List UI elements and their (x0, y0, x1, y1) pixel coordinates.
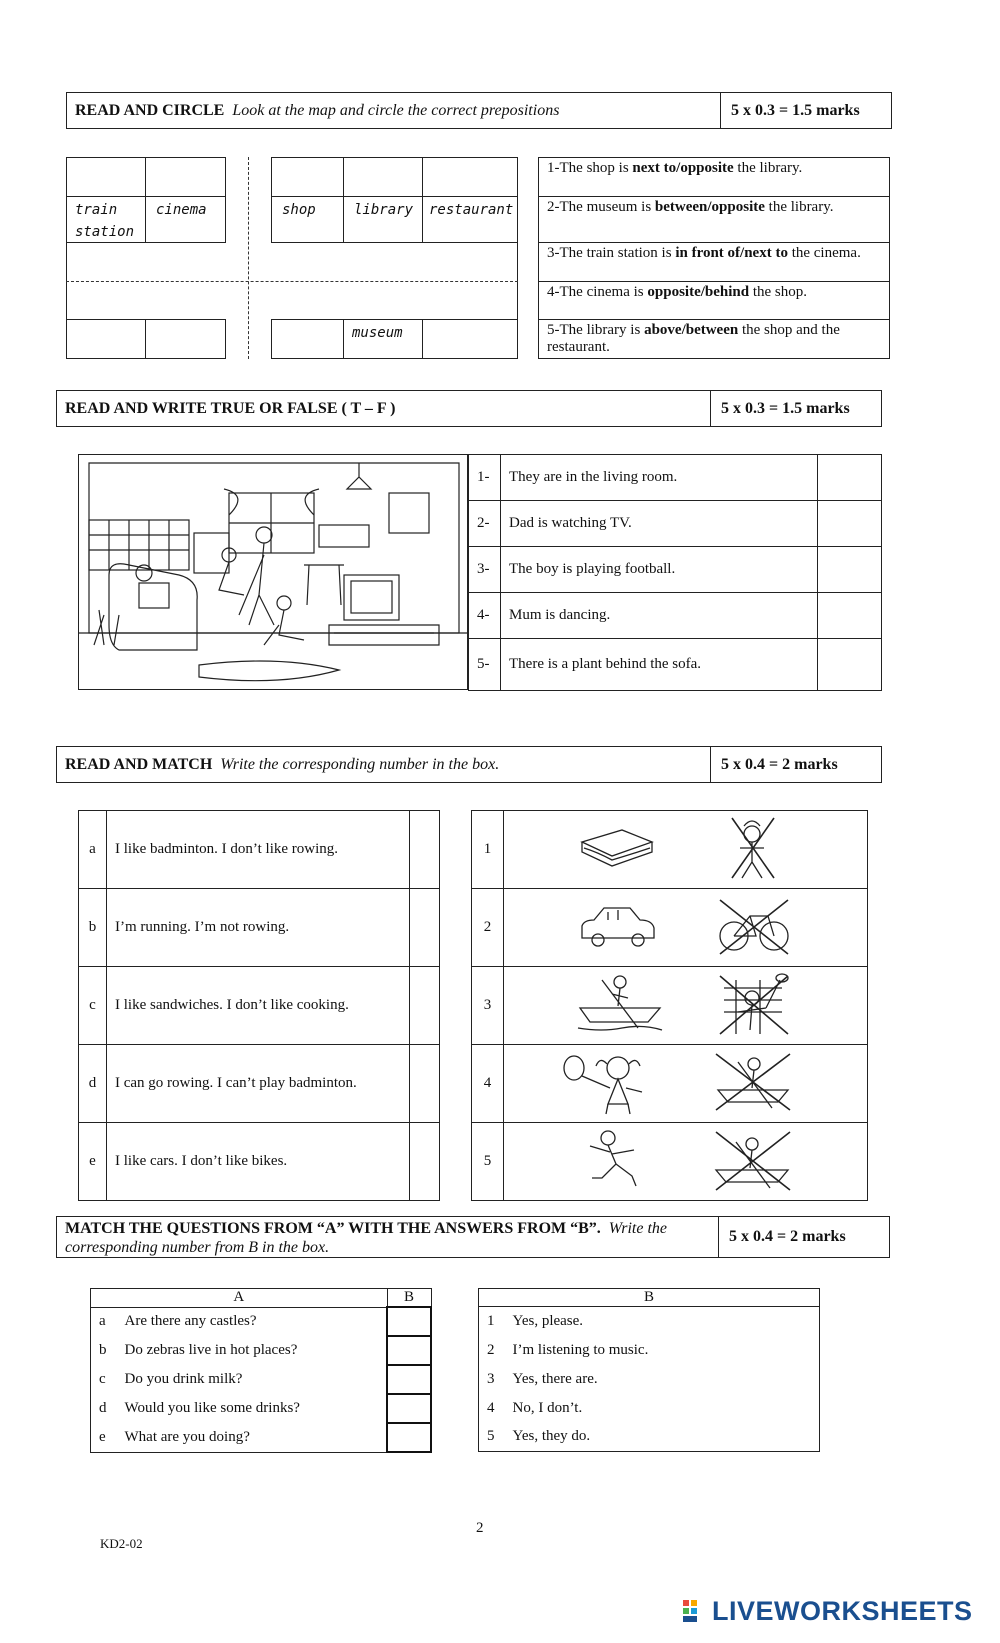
picture-cell (504, 967, 868, 1045)
match-answer-box[interactable] (410, 967, 440, 1045)
table-row (469, 547, 882, 593)
table-row (479, 1336, 820, 1365)
picture-cell (504, 811, 868, 889)
table-row (469, 501, 882, 547)
chef-crossed-icon (732, 818, 774, 878)
table-row (79, 811, 440, 889)
question-letter: e (91, 1423, 117, 1452)
car-icon (582, 908, 654, 946)
match-letter: d (79, 1045, 107, 1123)
map-block-bl-2 (145, 319, 226, 359)
map-library: library (343, 196, 423, 243)
section2-marks: 5 x 0.3 = 1.5 marks (710, 391, 881, 426)
rowing-boat-icon (578, 976, 662, 1030)
table-row (91, 1336, 432, 1365)
question-text: Do zebras live in hot places? (124, 1342, 298, 1358)
map-block-tr-3 (422, 157, 518, 197)
true-false-table (468, 454, 882, 691)
picture-cell (504, 1123, 868, 1201)
tf-answer-box[interactable] (818, 547, 882, 593)
tf-num: 4- (469, 593, 501, 639)
table-row (469, 455, 882, 501)
map-block-br-1 (271, 319, 344, 359)
section1-instruction: Look at the map and circle the correct prepositions (232, 101, 560, 119)
section3-instruction: Write the corresponding number in the box. (220, 755, 500, 773)
match-text: I like cars. I don’t like bikes. (107, 1123, 410, 1201)
picture-num: 4 (472, 1045, 504, 1123)
table-row (472, 967, 868, 1045)
picture-num: 2 (472, 889, 504, 967)
page-number: 2 (476, 1520, 484, 1536)
answer-num: 2 (479, 1336, 505, 1365)
answers-header: B (479, 1289, 820, 1307)
living-room-picture (78, 454, 468, 690)
section2-header (56, 390, 882, 427)
answer-text: No, I don’t. (505, 1394, 820, 1423)
match-pictures-table (471, 810, 868, 1201)
table-row (469, 593, 882, 639)
table-row (472, 811, 868, 889)
match-answer-box[interactable] (410, 889, 440, 967)
match-answer-box[interactable] (410, 1123, 440, 1201)
table-row (79, 967, 440, 1045)
question-text: Do you drink milk? (124, 1371, 243, 1387)
col-b-header: B (387, 1289, 431, 1308)
table-row (479, 1394, 820, 1423)
document-code: KD2-02 (100, 1536, 143, 1551)
section3-header-left (57, 747, 710, 782)
question-letter: b (91, 1336, 117, 1365)
table-row (79, 889, 440, 967)
sentence-1[interactable]: 1-The shop is next to/opposite the library. (538, 157, 890, 197)
tf-answer-box[interactable] (818, 639, 882, 691)
answer-num: 4 (479, 1394, 505, 1423)
map-museum: museum (343, 319, 423, 359)
table-row (91, 1423, 432, 1452)
match-letter: e (79, 1123, 107, 1201)
section3-marks: 5 x 0.4 = 2 marks (710, 747, 881, 782)
tf-text: The boy is playing football. (501, 547, 818, 593)
tf-num: 3- (469, 547, 501, 593)
runner-icon (590, 1131, 636, 1186)
badminton-crossed-icon (720, 974, 788, 1034)
answer-num: 1 (479, 1307, 505, 1336)
tf-answer-box[interactable] (818, 501, 882, 547)
section4-header (56, 1216, 890, 1258)
sandwich-icon (582, 830, 652, 866)
map-block-tr-1 (271, 157, 344, 197)
map-road-dashes-v (248, 157, 249, 359)
map (66, 157, 518, 359)
table-row (79, 1045, 440, 1123)
table-row (91, 1365, 432, 1394)
living-room-drawing (79, 455, 467, 689)
table-row (479, 1423, 820, 1452)
sentence-3[interactable]: 3-The train station is in front of/next to the cinema. (538, 242, 890, 282)
liveworksheets-logo-icon (682, 1599, 708, 1625)
answer-num: 5 (479, 1423, 505, 1452)
match-sentences-table (78, 810, 440, 1201)
table-row (91, 1394, 432, 1423)
table-row (91, 1307, 432, 1336)
match-letter: b (79, 889, 107, 967)
section1-marks: 5 x 0.3 = 1.5 marks (720, 93, 891, 128)
map-block-tl-1 (66, 157, 146, 197)
map-train-station: train station (66, 196, 146, 243)
section4-marks: 5 x 0.4 = 2 marks (718, 1217, 889, 1257)
map-block-tr-2 (343, 157, 423, 197)
tf-text: Dad is watching TV. (501, 501, 818, 547)
section2-title: READ AND WRITE TRUE OR FALSE ( T – F ) (65, 399, 396, 417)
question-answer-box[interactable] (387, 1394, 431, 1423)
col-a-header: A (91, 1289, 388, 1308)
tf-num: 5- (469, 639, 501, 691)
question-text: Would you like some drinks? (124, 1400, 300, 1416)
tf-num: 2- (469, 501, 501, 547)
tf-text: There is a plant behind the sofa. (501, 639, 818, 691)
picture-cell (504, 1045, 868, 1123)
tf-text: Mum is dancing. (501, 593, 818, 639)
liveworksheets-logo (682, 1596, 973, 1627)
map-cinema: cinema (145, 196, 226, 243)
questions-table (90, 1288, 432, 1453)
table-row (479, 1365, 820, 1394)
picture-num: 3 (472, 967, 504, 1045)
section3-title: READ AND MATCH (65, 755, 213, 773)
table-row (472, 1045, 868, 1123)
map-block-tl-2 (145, 157, 226, 197)
match-letter: a (79, 811, 107, 889)
answers-table (478, 1288, 820, 1452)
picture-cell (504, 889, 868, 967)
question-letter: d (91, 1394, 117, 1423)
section1-sentences (538, 157, 890, 359)
section4-instruction-a: Write the (608, 1220, 668, 1237)
table-row (472, 1123, 868, 1201)
question-text: What are you doing? (117, 1423, 388, 1452)
table-row (479, 1307, 820, 1336)
match-text: I like badminton. I don’t like rowing. (107, 811, 410, 889)
match-text: I’m running. I’m not rowing. (107, 889, 410, 967)
bike-crossed-icon (720, 900, 788, 954)
table-row (469, 639, 882, 691)
picture-num: 1 (472, 811, 504, 889)
table-header-row (479, 1289, 820, 1307)
tf-answer-box[interactable] (818, 593, 882, 639)
question-answer-box[interactable] (387, 1423, 431, 1452)
section1-title: READ AND CIRCLE (75, 101, 225, 119)
question-answer-box[interactable] (387, 1365, 431, 1394)
table-row (472, 889, 868, 967)
liveworksheets-logo-text: LIVEWORKSHEETS (712, 1596, 973, 1626)
section4-header-left (57, 1217, 718, 1257)
question-letter: a (91, 1307, 117, 1336)
answer-text: Yes, they do. (505, 1423, 820, 1452)
sentence-5[interactable]: 5-The library is above/between the shop and the restaurant. (538, 319, 890, 359)
map-block-bl-1 (66, 319, 146, 359)
answer-text: Yes, please. (505, 1307, 820, 1336)
section4-instruction-b: corresponding number from B in the box. (65, 1239, 330, 1256)
answer-text: Yes, there are. (505, 1365, 820, 1394)
match-text: I like sandwiches. I don’t like cooking. (107, 967, 410, 1045)
tf-text: They are in the living room. (501, 455, 818, 501)
match-text: I can go rowing. I can’t play badminton. (107, 1045, 410, 1123)
rowing-crossed-icon (716, 1132, 790, 1190)
picture-num: 5 (472, 1123, 504, 1201)
section1-header-left (67, 93, 720, 128)
match-letter: c (79, 967, 107, 1045)
tf-num: 1- (469, 455, 501, 501)
sentence-2[interactable]: 2-The museum is between/opposite the library. (538, 196, 890, 243)
section2-header-left (57, 391, 710, 426)
rowing-crossed-icon (716, 1054, 790, 1110)
answer-num: 3 (479, 1365, 505, 1394)
map-block-br-3 (422, 319, 518, 359)
match-answer-box[interactable] (410, 811, 440, 889)
section1-header (66, 92, 892, 129)
tf-answer-box[interactable] (818, 455, 882, 501)
question-answer-box[interactable] (387, 1336, 431, 1365)
girl-racket-icon (564, 1056, 642, 1114)
sentence-4[interactable]: 4-The cinema is opposite/behind the shop. (538, 281, 890, 320)
answer-text: I’m listening to music. (505, 1336, 820, 1365)
map-restaurant: restaurant (422, 196, 518, 243)
match-answer-box[interactable] (410, 1045, 440, 1123)
section4-title: MATCH THE QUESTIONS FROM “A” WITH THE ANSWERS FROM “B”. (65, 1220, 601, 1237)
question-answer-box[interactable] (387, 1307, 431, 1336)
question-text: Are there any castles? (124, 1313, 257, 1330)
table-row (79, 1123, 440, 1201)
map-road-dashes-h (66, 281, 518, 282)
table-header-row (91, 1289, 432, 1308)
section3-header (56, 746, 882, 783)
question-letter: c (91, 1365, 117, 1394)
map-shop: shop (271, 196, 344, 243)
